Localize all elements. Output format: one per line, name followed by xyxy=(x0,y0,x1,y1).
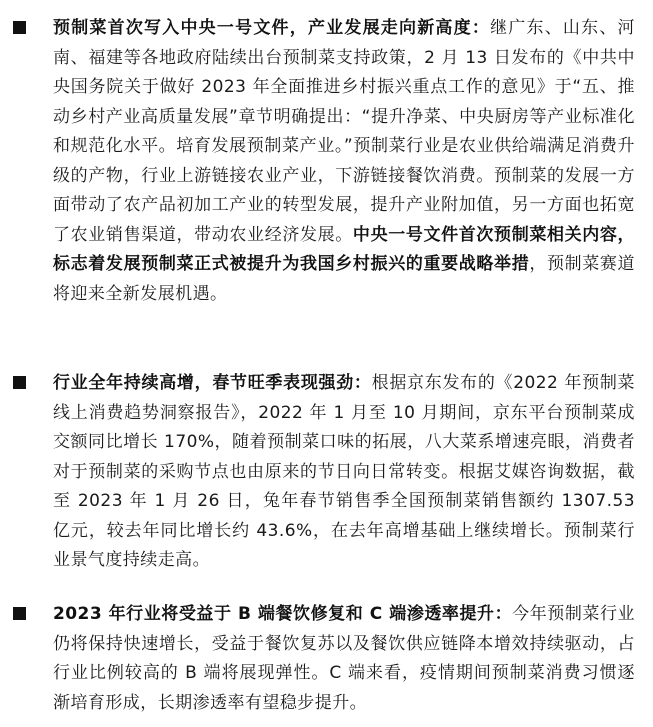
paragraph xyxy=(53,369,635,576)
paragraph-text: 根据京东发布的《2022 年预制菜线上消费趋势洞察报告》，2022 年 1 月至 10 月期间，京东平台预制菜成交额同比增长 170%，随着预制菜口味的拓展，八大菜系增速亮眼，消费者对于预制菜的采购节点也由原来的节日向日常转变。根据艾媒咨询数据，截至 2023 年 1 月 26 日，兔年春节销售季全国预制菜销售额约 1307.53 亿元，较去年同比增长约 43.6%，在去年高增基础上继续增长。预制菜行业景气度持续走高。 xyxy=(53,373,635,570)
section-heading: 行业全年持续高增，春节旺季表现强劲： xyxy=(53,373,372,393)
paragraph xyxy=(53,14,635,309)
section-heading: 预制菜首次写入中央一号文件，产业发展走向新高度： xyxy=(53,18,491,38)
paragraph xyxy=(53,600,635,718)
paragraph-text: ，预制菜赛道将迎来全新发展机遇。 xyxy=(53,254,636,304)
paragraph-text: 今年预制菜行业仍将保持快速增长，受益于餐饮复苏以及餐饮供应链降本增效持续驱动，占行业比例较高的 B 端将展现弹性。C 端来看，疫情期间预制菜消费习惯逐渐培育形成，长期渗透率有望稳步提升。 xyxy=(53,604,635,713)
square-bullet-icon xyxy=(13,376,26,389)
section-heading: 2023 年行业将受益于 B 端餐饮修复和 C 端渗透率提升： xyxy=(53,604,513,624)
paragraph-text: 继广东、山东、河南、福建等各地政府陆续出台预制菜支持政策，2 月 13 日发布的《中共中央国务院关于做好 2023 年全面推进乡村振兴重点工作的意见》于“五、推动乡村产业高质量发展”章节明确提出：“提升净菜、中央厨房等产业标准化和规范化水平。培育发展预制菜产业。”预制菜行业是农业供给端满足消费升级的产物，行业上游链接农业产业，下游链接餐饮消费。预制菜的发展一方面带动了农产品初加工产业的转型发展，提升产业附加值，另一方面也拓宽了农业销售渠道，带动农业经济发展。 xyxy=(53,18,635,245)
emphasis-text: 中央一号文件首次预制菜相关内容，标志着发展预制菜正式被提升为我国乡村振兴的重要战略举措 xyxy=(53,224,635,274)
square-bullet-icon xyxy=(13,21,26,34)
square-bullet-icon xyxy=(13,607,26,620)
